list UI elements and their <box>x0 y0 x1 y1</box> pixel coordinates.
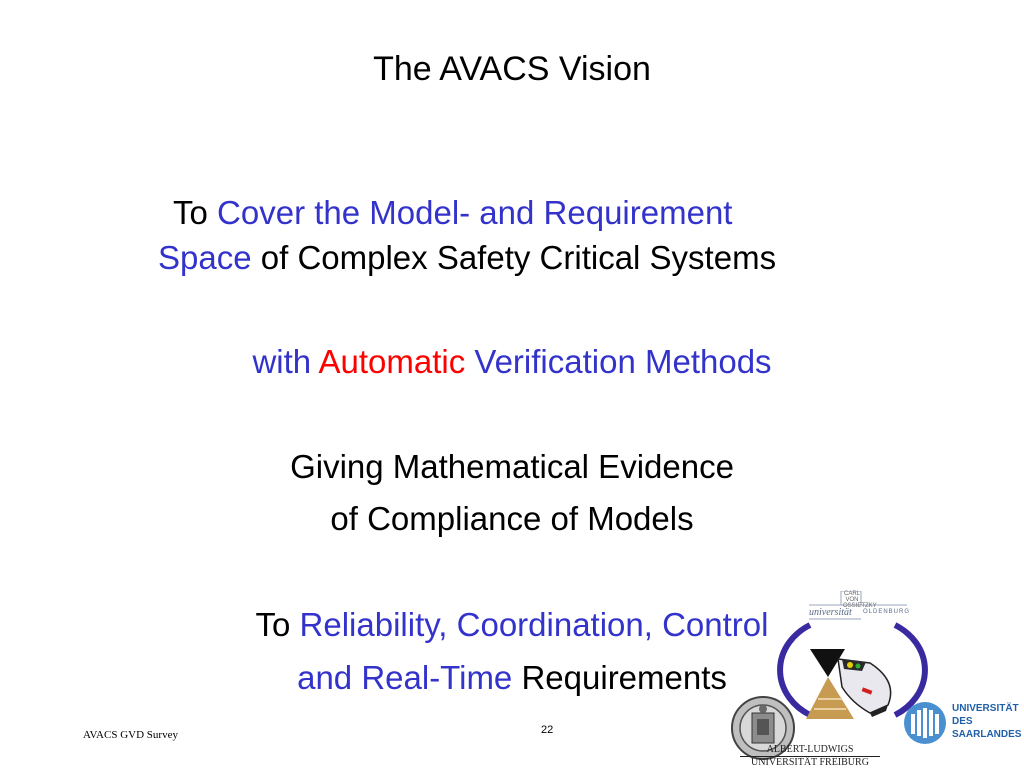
page-number: 22 <box>541 724 554 736</box>
footer-title: AVACS GVD Survey <box>83 729 178 741</box>
saarland-emblem-icon <box>902 700 948 746</box>
block1-line2 <box>158 239 776 277</box>
block3-line2: of Compliance of Models <box>330 500 694 537</box>
oldenburg-city-text: OLDENBURG <box>863 609 911 615</box>
block1-rest: of Complex Safety Critical Systems <box>260 239 777 276</box>
block2-verification: Verification Methods <box>474 343 772 380</box>
saar-line2: DES <box>952 716 973 727</box>
block1-line1 <box>173 194 732 232</box>
block2-with: with <box>252 343 312 380</box>
block4-requirements: Requirements <box>521 659 727 696</box>
block2-line <box>0 343 1024 381</box>
freiburg-line1: ALBERT-LUDWIGS <box>740 744 880 757</box>
oldenburg-small-text: CARL VON OSSIETZKY <box>843 591 877 609</box>
block3-line1: Giving Mathematical Evidence <box>290 448 734 485</box>
freiburg-line2: UNIVERSITÄT FREIBURG <box>751 757 869 768</box>
oldenburg-logo <box>803 591 911 623</box>
slide-title: The AVACS Vision <box>373 50 651 88</box>
block2-automatic: Automatic <box>318 343 466 380</box>
block4-to: To <box>255 606 291 643</box>
saar-line3: SAARLANDES <box>952 729 1022 740</box>
saar-line1: UNIVERSITÄT <box>952 703 1019 714</box>
oldenburg-uni-text: universität <box>809 607 852 618</box>
block1-space: Space <box>158 239 252 276</box>
freiburg-logo-text <box>740 744 880 769</box>
block1-to: To <box>173 194 208 231</box>
saarland-logo-text <box>952 702 1021 741</box>
block4-reliability: Reliability, Coordination, Control <box>299 606 769 643</box>
block4-and-realtime: and Real-Time <box>297 659 513 696</box>
block1-cover: Cover the Model- and Requirement <box>217 194 733 231</box>
